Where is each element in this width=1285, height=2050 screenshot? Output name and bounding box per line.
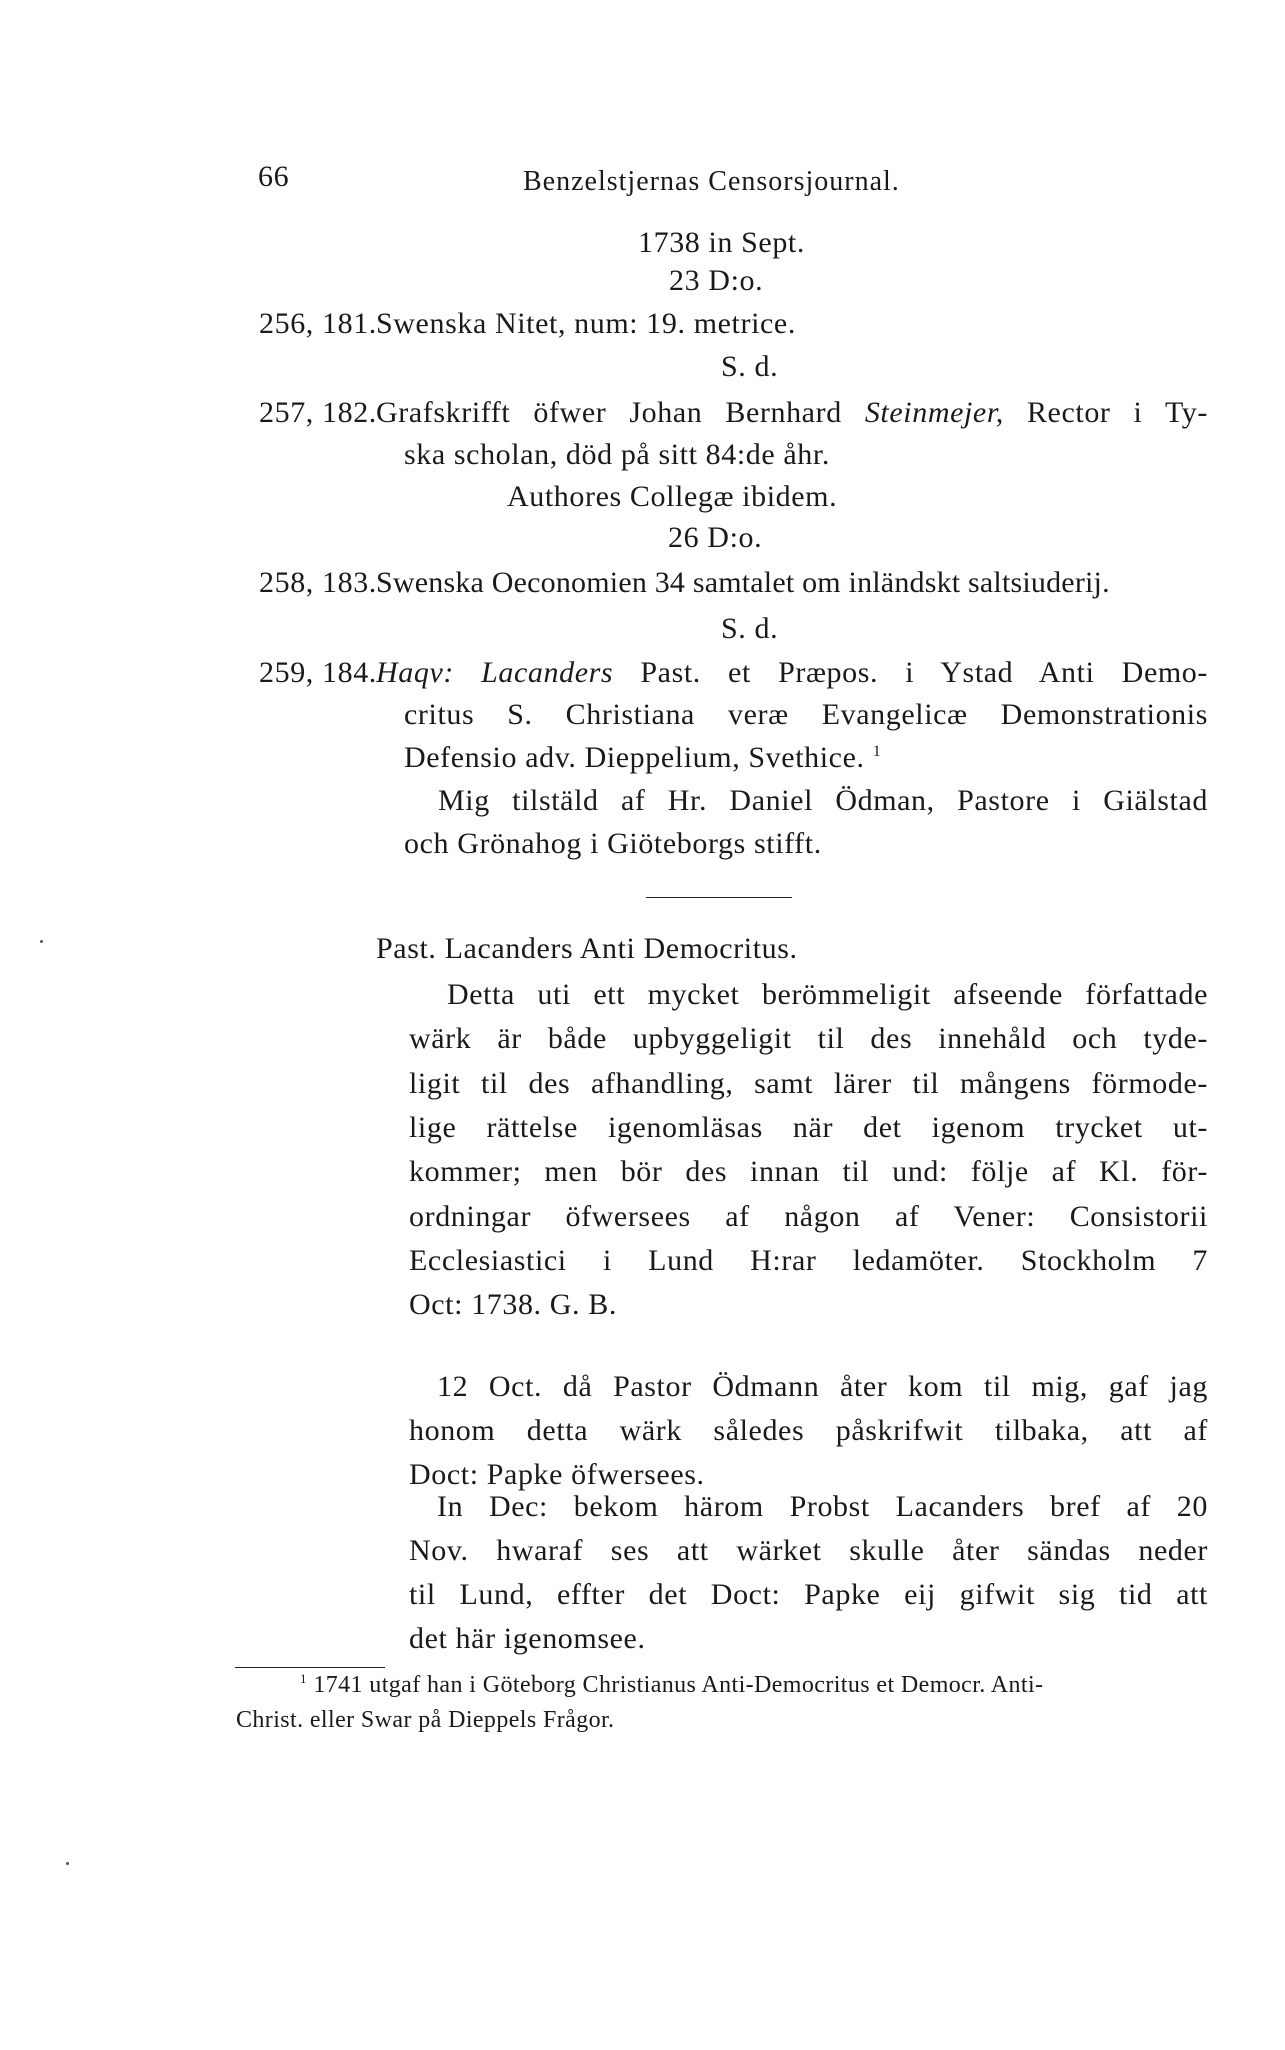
date-heading: 26 D:o. bbox=[668, 521, 763, 554]
paragraph-last-line: Oct: 1738. G. B. bbox=[409, 1288, 617, 1321]
footnote-text: Christ. eller Swar på Dieppels Frågor. bbox=[236, 1707, 615, 1733]
paragraph-line: 12 Oct. då Pastor Ödmann åter kom til mig, gaf jag bbox=[437, 1370, 1208, 1403]
footnote-text: 1741 utgaf han i Göteborg Christianus Anti-Democritus et Democr. Anti- bbox=[313, 1672, 1044, 1698]
section-divider bbox=[646, 897, 792, 898]
sine-dato: S. d. bbox=[721, 350, 779, 383]
entry-text: Mig tilstäld af Hr. Daniel Ödman, Pastore i Giälstad bbox=[438, 784, 1208, 817]
entry-text bbox=[376, 398, 1208, 428]
paragraph-line: ordningar öfwersees af någon af Vener: Consistorii bbox=[409, 1199, 1208, 1233]
section-title: Past. Lacanders Anti Democritus. bbox=[376, 932, 798, 965]
paragraph-line: wärk är både upbyggeligit til des innehåld och tyde- bbox=[409, 1022, 1208, 1056]
entry-text-part: Past. et Præpos. i Ystad Anti Demo- bbox=[640, 656, 1208, 689]
entry-text: och Grönahog i Giöteborgs stifft. bbox=[404, 827, 822, 860]
paper-speck bbox=[40, 940, 43, 943]
entry-text: Swenska Oeconomien 34 samtalet om inländskt saltsiuderij. bbox=[376, 566, 1110, 599]
date-heading: 1738 in Sept. bbox=[638, 226, 805, 259]
running-title: Benzelstjernas Censorsjournal. bbox=[523, 166, 900, 197]
paragraph-line: kommer; men bör des innan til und: följe af Kl. för- bbox=[409, 1155, 1208, 1189]
entry-text: Authores Collegæ ibidem. bbox=[507, 480, 838, 513]
entry-number: 257, 182. bbox=[259, 396, 377, 429]
paragraph-line: lige rättelse igenomläsas när det igenom trycket ut- bbox=[409, 1110, 1208, 1144]
entry-number: 258, 183. bbox=[259, 566, 377, 599]
name-italic: Steinmejer, bbox=[864, 396, 1004, 429]
paragraph-last-line: det här igenomsee. bbox=[409, 1622, 646, 1655]
entry-text-part: Rector i Ty- bbox=[1026, 396, 1208, 429]
entry-number: 259, 184. bbox=[259, 656, 377, 689]
paragraph-line: ligit til des afhandling, samt lärer til mångens förmode- bbox=[409, 1066, 1208, 1100]
footnote bbox=[300, 1672, 1043, 1697]
paragraph-line: Detta uti ett mycket berömmeligit afseende författade bbox=[447, 978, 1208, 1011]
paragraph-line: honom detta wärk således påskrifwit tilbaka, att af bbox=[409, 1414, 1208, 1447]
paragraph-line: Ecclesiastici i Lund H:rar ledamöter. Stockholm 7 bbox=[409, 1243, 1208, 1277]
paper-speck bbox=[66, 1862, 69, 1865]
paragraph-last-line: Doct: Papke öfwersees. bbox=[409, 1458, 705, 1491]
entry-text: ska scholan, död på sitt 84:de åhr. bbox=[404, 438, 830, 471]
footnote-marker: 1 bbox=[300, 1671, 307, 1686]
name-italic: Haqv: Lacanders bbox=[376, 656, 614, 689]
entry-text bbox=[404, 743, 881, 773]
footnote-rule bbox=[235, 1667, 385, 1668]
entry-text bbox=[376, 658, 1208, 688]
entry-text: critus S. Christiana veræ Evangelicæ Demonstrationis bbox=[404, 698, 1208, 731]
entry-text-part: Defensio adv. Dieppelium, Svethice. bbox=[404, 741, 865, 774]
paragraph-line: Nov. hwaraf ses att wärket skulle åter sändas neder bbox=[409, 1534, 1208, 1567]
paragraph-line: til Lund, effter det Doct: Papke eij gifwit sig tid att bbox=[409, 1578, 1208, 1611]
entry-text-part: Grafskrifft öfwer Johan Bernhard bbox=[376, 396, 842, 429]
date-heading: 23 D:o. bbox=[669, 264, 764, 297]
entry-number: 256, 181. bbox=[259, 307, 377, 340]
sine-dato: S. d. bbox=[721, 612, 779, 645]
footnote-reference: 1 bbox=[872, 743, 882, 760]
page-number: 66 bbox=[258, 160, 290, 193]
paragraph-line: In Dec: bekom härom Probst Lacanders bref af 20 bbox=[437, 1490, 1208, 1523]
entry-text: Swenska Nitet, num: 19. metrice. bbox=[376, 307, 796, 340]
